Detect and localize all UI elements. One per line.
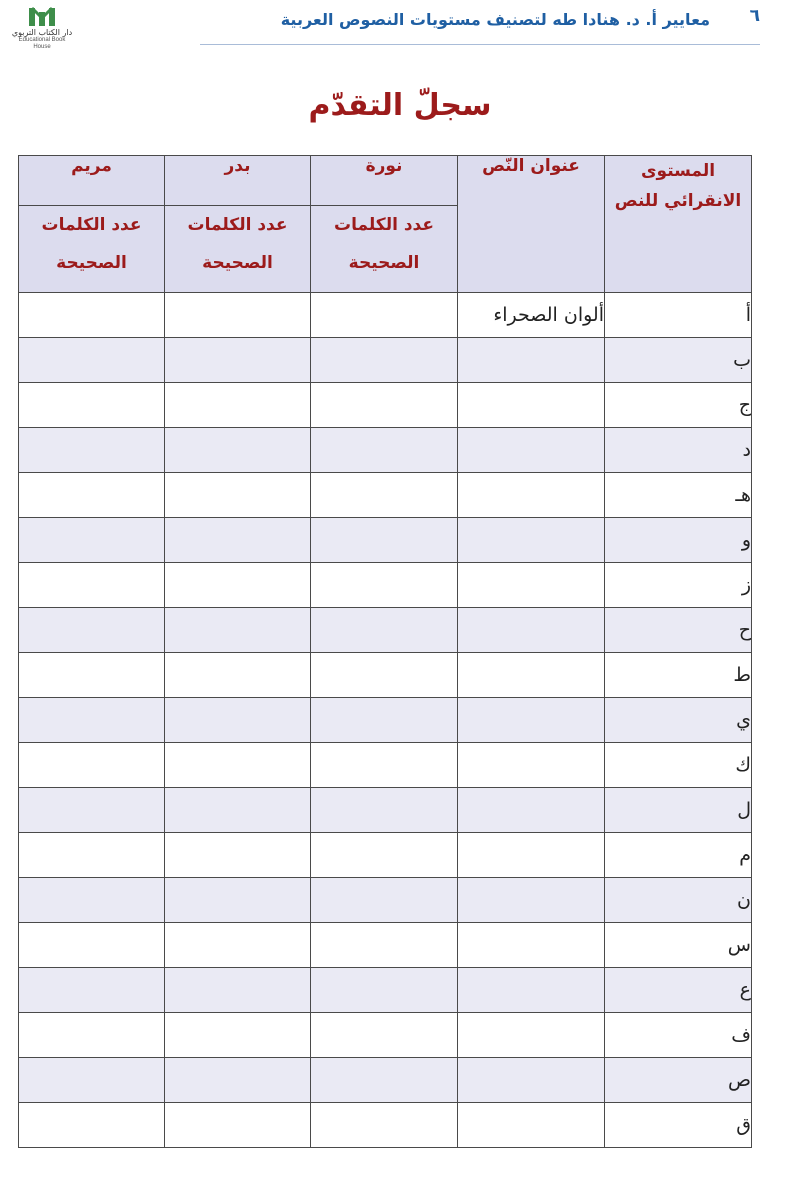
text-title-cell [458,608,605,653]
text-title-cell [458,428,605,473]
score-cell-badr [165,383,311,428]
logo-arabic-text: دار الكتاب التربوي [11,28,73,37]
score-cell-noura [311,563,458,608]
score-cell-badr [165,608,311,653]
level-cell: ص [605,1058,752,1103]
score-cell-badr [165,1013,311,1058]
score-cell-badr [165,563,311,608]
score-cell-maryam [19,608,165,653]
table-row [19,788,752,833]
table-row [19,383,752,428]
score-cell-maryam [19,788,165,833]
table-row [19,473,752,518]
score-cell-noura [311,878,458,923]
text-title-cell [458,473,605,518]
text-title-cell: ألوان الصحراء [458,293,605,338]
header-student-noura: نورة [311,156,458,206]
score-cell-badr [165,833,311,878]
score-cell-badr [165,653,311,698]
level-cell: ب [605,338,752,383]
score-cell-noura [311,788,458,833]
header-reading-level: المستوى الانقرائي للنص [605,156,752,293]
level-cell: ع [605,968,752,1013]
score-cell-badr [165,293,311,338]
table-row [19,698,752,743]
text-title-cell [458,833,605,878]
score-cell-badr [165,338,311,383]
score-cell-maryam [19,563,165,608]
level-cell: م [605,833,752,878]
score-cell-maryam [19,878,165,923]
text-title-cell [458,923,605,968]
level-cell: د [605,428,752,473]
table-row [19,968,752,1013]
book-logo-icon [27,4,57,28]
score-cell-maryam [19,968,165,1013]
score-cell-maryam [19,338,165,383]
text-title-cell [458,1103,605,1148]
level-cell: ز [605,563,752,608]
score-cell-noura [311,1058,458,1103]
score-cell-maryam [19,1013,165,1058]
score-cell-maryam [19,653,165,698]
score-cell-badr [165,743,311,788]
score-cell-badr [165,923,311,968]
score-cell-maryam [19,383,165,428]
text-title-cell [458,518,605,563]
level-cell: هـ [605,473,752,518]
table-row [19,563,752,608]
score-cell-noura [311,518,458,563]
level-cell: أ [605,293,752,338]
running-head: معايير أ. د. هنادا طه لتصنيف مستويات النصوص العربية [280,10,710,29]
score-cell-noura [311,293,458,338]
table-row [19,338,752,383]
page-number: ٦ [749,6,760,26]
header-divider [200,44,760,45]
text-title-cell [458,698,605,743]
level-cell: ن [605,878,752,923]
text-title-cell [458,743,605,788]
score-cell-noura [311,698,458,743]
table-row [19,1058,752,1103]
table-row [19,743,752,788]
score-cell-noura [311,833,458,878]
table-row [19,653,752,698]
score-cell-maryam [19,923,165,968]
score-cell-maryam [19,743,165,788]
level-cell: و [605,518,752,563]
text-title-cell [458,788,605,833]
score-cell-badr [165,428,311,473]
header-student-maryam: مريم [19,156,165,206]
score-cell-noura [311,1103,458,1148]
page-header [0,0,800,60]
score-cell-noura [311,383,458,428]
score-cell-maryam [19,293,165,338]
score-cell-noura [311,743,458,788]
header-text-title: عنوان النّص [458,156,605,293]
page-title: سجلّ التقدّم [308,88,492,123]
table-row [19,293,752,338]
header-correct-words: عدد الكلمات الصحيحة [19,206,165,293]
level-cell: ل [605,788,752,833]
text-title-cell [458,878,605,923]
score-cell-badr [165,878,311,923]
header-student-badr: بدر [165,156,311,206]
text-title-cell [458,338,605,383]
score-cell-noura [311,968,458,1013]
progress-record-table [18,155,752,1148]
score-cell-maryam [19,1103,165,1148]
score-cell-noura [311,923,458,968]
score-cell-badr [165,1103,311,1148]
score-cell-noura [311,608,458,653]
table-row [19,428,752,473]
score-cell-noura [311,473,458,518]
level-cell: ج [605,383,752,428]
score-cell-maryam [19,1058,165,1103]
table-row [19,923,752,968]
score-cell-maryam [19,833,165,878]
score-cell-noura [311,428,458,473]
text-title-cell [458,1013,605,1058]
table-row [19,1103,752,1148]
level-cell: ك [605,743,752,788]
text-title-cell [458,968,605,1013]
level-cell: ق [605,1103,752,1148]
score-cell-badr [165,473,311,518]
level-cell: س [605,923,752,968]
table-body [19,293,752,1148]
header-correct-words: عدد الكلمات الصحيحة [311,206,458,293]
text-title-cell [458,1058,605,1103]
score-cell-badr [165,698,311,743]
score-cell-noura [311,338,458,383]
level-cell: ف [605,1013,752,1058]
score-cell-badr [165,1058,311,1103]
level-cell: ح [605,608,752,653]
score-cell-maryam [19,428,165,473]
header-correct-words: عدد الكلمات الصحيحة [165,206,311,293]
score-cell-badr [165,518,311,563]
table-row [19,518,752,563]
score-cell-noura [311,1013,458,1058]
text-title-cell [458,383,605,428]
level-cell: ط [605,653,752,698]
table-row [19,608,752,653]
table-row [19,1013,752,1058]
score-cell-noura [311,653,458,698]
score-cell-badr [165,968,311,1013]
score-cell-maryam [19,473,165,518]
table-row [19,833,752,878]
publisher-logo [10,4,74,52]
score-cell-maryam [19,698,165,743]
level-cell: ي [605,698,752,743]
score-cell-maryam [19,518,165,563]
text-title-cell [458,653,605,698]
score-cell-badr [165,788,311,833]
logo-english-text: Educational Book House [18,37,66,50]
text-title-cell [458,563,605,608]
table-row [19,878,752,923]
